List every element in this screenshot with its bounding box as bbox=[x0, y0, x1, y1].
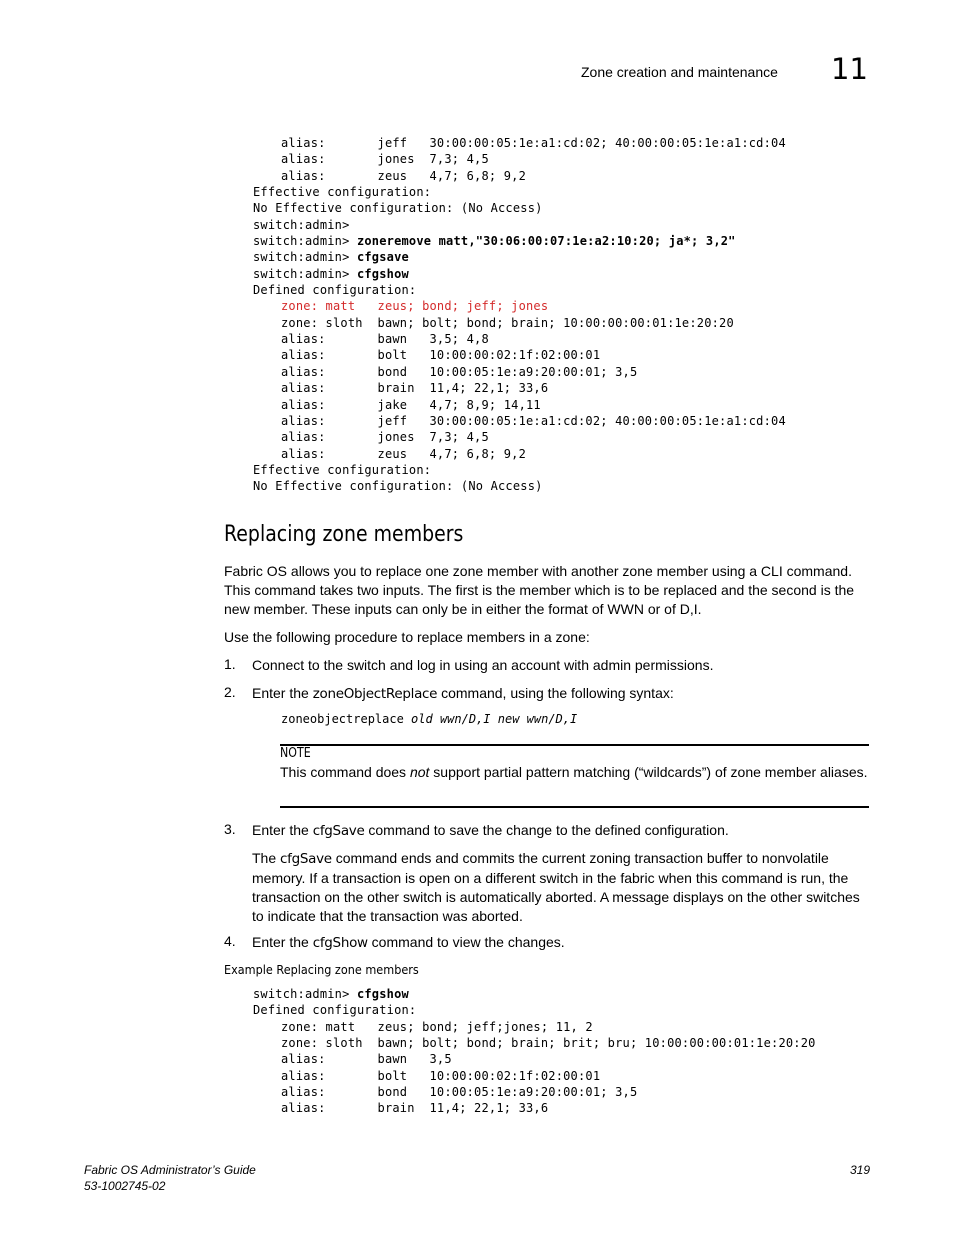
cli-command: cfgshow bbox=[356, 987, 409, 1001]
command-name-cfgshow: cfgShow bbox=[312, 935, 368, 951]
code-line bbox=[253, 249, 786, 265]
code-line: No Effective configuration: (No Access) bbox=[253, 201, 543, 216]
code-line: alias: jeff 30:00:00:05:1e:a1:cd:02; 40:00:00:05:1e:a1:cd:04 bbox=[281, 413, 786, 428]
step-2-number: 2. bbox=[224, 684, 236, 700]
footer-doc-number: 53-1002745-02 bbox=[84, 1179, 166, 1193]
step-4-post: command to view the changes. bbox=[367, 934, 565, 950]
example-heading: Example Replacing zone members bbox=[224, 962, 419, 977]
step-3-detail-post: command ends and commits the current zoning transaction buffer to nonvolatile memory. If a transaction is open on a different switch in the fabric when this command is run, the transaction on the other switch is automatically aborted. A message displays on the other switches to indicate that the transaction was aborted. bbox=[252, 850, 860, 924]
code-line: alias: brain 11,4; 22,1; 33,6 bbox=[281, 1101, 549, 1116]
step-3-number: 3. bbox=[224, 821, 236, 837]
note-top-rule bbox=[280, 744, 869, 746]
code-line: alias: zeus 4,7; 6,8; 9,2 bbox=[281, 446, 527, 461]
step-1-text: Connect to the switch and log in using an account with admin permissions. bbox=[252, 657, 714, 673]
code-line: zone: sloth bawn; bolt; bond; brain; 10:00:00:00:01:1e:20:20 bbox=[281, 315, 734, 330]
code-line: alias: brain 11,4; 22,1; 33,6 bbox=[281, 381, 549, 396]
step-4-number: 4. bbox=[224, 933, 236, 949]
command-name-zoneobjectreplace: zoneObjectReplace bbox=[312, 686, 438, 702]
step-2-text bbox=[252, 684, 872, 704]
step-4-text bbox=[252, 933, 872, 953]
code-line: alias: zeus 4,7; 6,8; 9,2 bbox=[281, 168, 527, 183]
note-bottom-rule bbox=[280, 806, 869, 808]
chapter-number: 11 bbox=[831, 52, 868, 86]
code-line: zone: matt zeus; bond; jeff; jones bbox=[281, 299, 549, 314]
syntax-line bbox=[281, 712, 577, 726]
syntax-arguments: old wwn/D,I new wwn/D,I bbox=[411, 712, 578, 726]
command-name-cfgsave: cfgSave bbox=[312, 823, 365, 839]
code-line: Effective configuration: bbox=[253, 462, 432, 477]
section-heading: Replacing zone members bbox=[224, 522, 464, 547]
code-block-example-output bbox=[253, 986, 816, 1117]
intro-paragraph: Fabric OS allows you to replace one zone member with another zone member using a CLI command. This command takes two inputs. The first is the member which is to be replaced and the second is the new member. These inputs can only be in either the format of WWN or of D,I. bbox=[224, 563, 855, 617]
cli-prompt: switch:admin> bbox=[253, 234, 357, 249]
step-3-detail bbox=[252, 849, 872, 926]
step-2-pre: Enter the bbox=[252, 685, 313, 701]
footer-page-number: 319 bbox=[850, 1163, 871, 1177]
step-3-detail-pre: The bbox=[252, 850, 281, 866]
code-block-cfgshow-output bbox=[253, 135, 786, 495]
code-line bbox=[253, 266, 786, 282]
cli-command: zoneremove matt,"30:06:00:07:1e:a2:10:20; ja*; 3,2" bbox=[356, 234, 736, 249]
code-line: alias: bolt 10:00:00:02:1f:02:00:01 bbox=[281, 348, 601, 363]
note-pre: This command does bbox=[280, 764, 410, 780]
step-3-text bbox=[252, 821, 872, 841]
code-line: alias: jeff 30:00:00:05:1e:a1:cd:02; 40:00:00:05:1e:a1:cd:04 bbox=[281, 136, 786, 150]
step-1-number: 1. bbox=[224, 656, 236, 672]
syntax-command: zoneobjectreplace bbox=[281, 712, 412, 726]
code-line: alias: jones 7,3; 4,5 bbox=[281, 152, 489, 167]
code-line: Effective configuration: bbox=[253, 185, 432, 200]
note-label: NOTE bbox=[280, 746, 311, 761]
footer-guide-title: Fabric OS Administrator’s Guide bbox=[84, 1163, 256, 1177]
running-header-title: Zone creation and maintenance bbox=[581, 64, 778, 80]
code-line: Defined configuration: bbox=[253, 1003, 417, 1018]
procedure-intro: Use the following procedure to replace members in a zone: bbox=[224, 629, 590, 645]
step-2-post: command, using the following syntax: bbox=[437, 685, 674, 701]
code-line: alias: bond 10:00:05:1e:a9:20:00:01; 3,5 bbox=[281, 364, 638, 379]
step-4-pre: Enter the bbox=[252, 934, 313, 950]
note-text bbox=[280, 763, 868, 782]
step-3-post: command to save the change to the defined configuration. bbox=[364, 822, 729, 838]
step-3-pre: Enter the bbox=[252, 822, 313, 838]
code-line: switch:admin> bbox=[253, 217, 350, 232]
cli-prompt: switch:admin> bbox=[253, 266, 357, 281]
code-line: alias: jake 4,7; 8,9; 14,11 bbox=[281, 397, 541, 412]
cli-command: cfgshow bbox=[356, 266, 409, 281]
code-line: No Effective configuration: (No Access) bbox=[253, 479, 543, 494]
code-line: alias: bond 10:00:05:1e:a9:20:00:01; 3,5 bbox=[281, 1085, 638, 1100]
cli-prompt: switch:admin> bbox=[253, 250, 357, 265]
code-line bbox=[253, 986, 816, 1002]
code-line: Defined configuration: bbox=[253, 283, 417, 298]
code-line bbox=[253, 233, 786, 249]
code-line: alias: bolt 10:00:00:02:1f:02:00:01 bbox=[281, 1068, 601, 1083]
note-emphasis: not bbox=[409, 764, 430, 780]
cli-command: cfgsave bbox=[356, 250, 409, 265]
footer-guide-info bbox=[84, 1162, 256, 1194]
cli-prompt: switch:admin> bbox=[253, 987, 357, 1001]
code-line: alias: bawn 3,5 bbox=[281, 1052, 452, 1067]
command-name-cfgsave: cfgSave bbox=[280, 851, 332, 867]
code-line: zone: matt zeus; bond; jeff;jones; 11, 2 bbox=[281, 1019, 593, 1034]
note-post: support partial pattern matching (“wildcards”) of zone member aliases. bbox=[429, 764, 868, 780]
code-line: alias: jones 7,3; 4,5 bbox=[281, 430, 489, 445]
code-line: alias: bawn 3,5; 4,8 bbox=[281, 332, 489, 347]
code-line: zone: sloth bawn; bolt; bond; brain; brit; bru; 10:00:00:00:01:1e:20:20 bbox=[281, 1036, 816, 1051]
